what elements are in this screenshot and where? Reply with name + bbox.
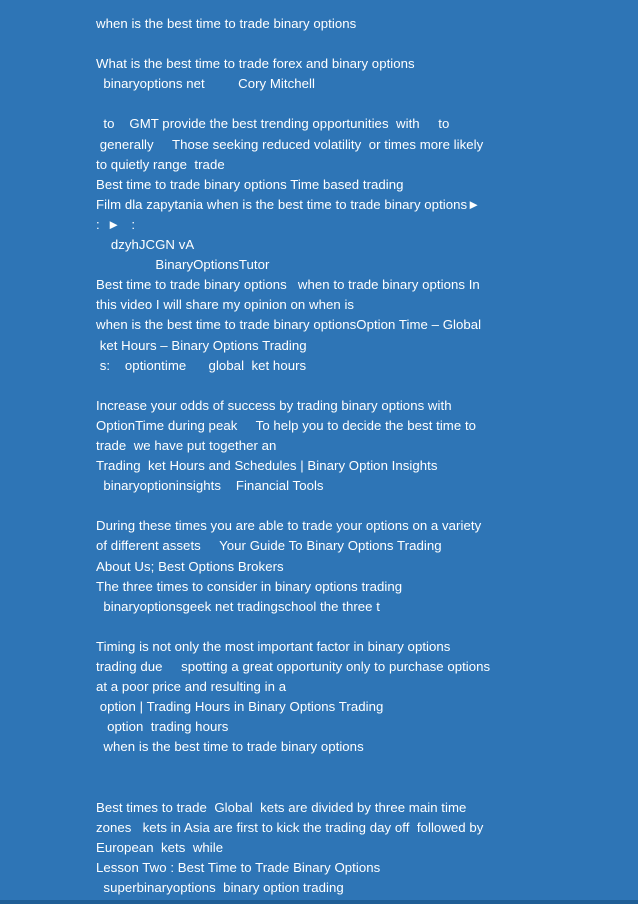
page-bottom-edge <box>0 900 638 904</box>
text-line: binaryoptionsgeek net tradingschool the three t <box>96 598 380 614</box>
text-line: Best time to trade binary options when to trade binary options In <box>96 277 480 293</box>
text-block-5 <box>96 637 638 758</box>
text-line: at a poor price and resulting in a <box>96 679 287 695</box>
text-line: What is the best time to trade forex and binary options <box>96 56 415 72</box>
text-line: s: optiontime global ket hours <box>96 357 307 373</box>
text-line: zones kets in Asia are first to kick the trading day off followed by <box>96 819 484 835</box>
text-line: to quietly range trade <box>96 156 225 172</box>
text-line: of different assets Your Guide To Binary Options Trading <box>96 538 442 554</box>
text-line: Best times to trade Global kets are divided by three main time <box>96 799 467 815</box>
text-line: to GMT provide the best trending opportunities with to <box>96 116 450 132</box>
text-line: ket Hours – Binary Options Trading <box>96 337 307 353</box>
text-line: option | Trading Hours in Binary Options Trading <box>96 699 384 715</box>
text-line: superbinaryoptions binary option trading <box>96 880 344 896</box>
text-block-3 <box>96 396 638 496</box>
text-line: trade we have put together an <box>96 437 277 453</box>
text-line: binaryoptions net Cory Mitchell <box>96 76 315 92</box>
text-line: generally Those seeking reduced volatility or times more likely <box>96 136 484 152</box>
text-line: Lesson Two : Best Time to Trade Binary Options <box>96 859 381 875</box>
text-line: this video I will share my opinion on when is <box>96 297 355 313</box>
text-line: About Us; Best Options Brokers <box>96 558 284 574</box>
document-title: when is the best time to trade binary options <box>96 16 357 31</box>
text-line: when is the best time to trade binary options <box>96 739 364 755</box>
text-line: OptionTime during peak To help you to decide the best time to <box>96 417 477 433</box>
text-line: : ► : <box>96 216 136 232</box>
text-line: trading due spotting a great opportunity only to purchase options <box>96 659 491 674</box>
text-line: Trading ket Hours and Schedules | Binary Option Insights <box>96 458 438 474</box>
text-line: During these times you are able to trade your options on a variety <box>96 518 482 534</box>
text-line: The three times to consider in binary options trading <box>96 578 403 594</box>
text-line: Best time to trade binary options Time based trading <box>96 176 404 192</box>
text-block-6 <box>96 798 638 898</box>
text-line: Increase your odds of success by trading binary options with <box>96 397 452 413</box>
text-line: option trading hours <box>96 719 229 735</box>
text-line: dzyhJCGN vA <box>96 237 195 253</box>
text-line: BinaryOptionsTutor <box>96 257 270 273</box>
text-block-4 <box>96 516 638 616</box>
text-line: Timing is not only the most important factor in binary options <box>96 638 451 654</box>
text-block-2 <box>96 114 638 375</box>
text-line: binaryoptioninsights Financial Tools <box>96 478 324 494</box>
text-line: when is the best time to trade binary optionsOption Time – Global <box>96 317 482 333</box>
text-block-1 <box>96 54 638 94</box>
text-line: European kets while <box>96 839 224 855</box>
text-line: Film dla zapytania when is the best time to trade binary options► <box>96 196 481 212</box>
